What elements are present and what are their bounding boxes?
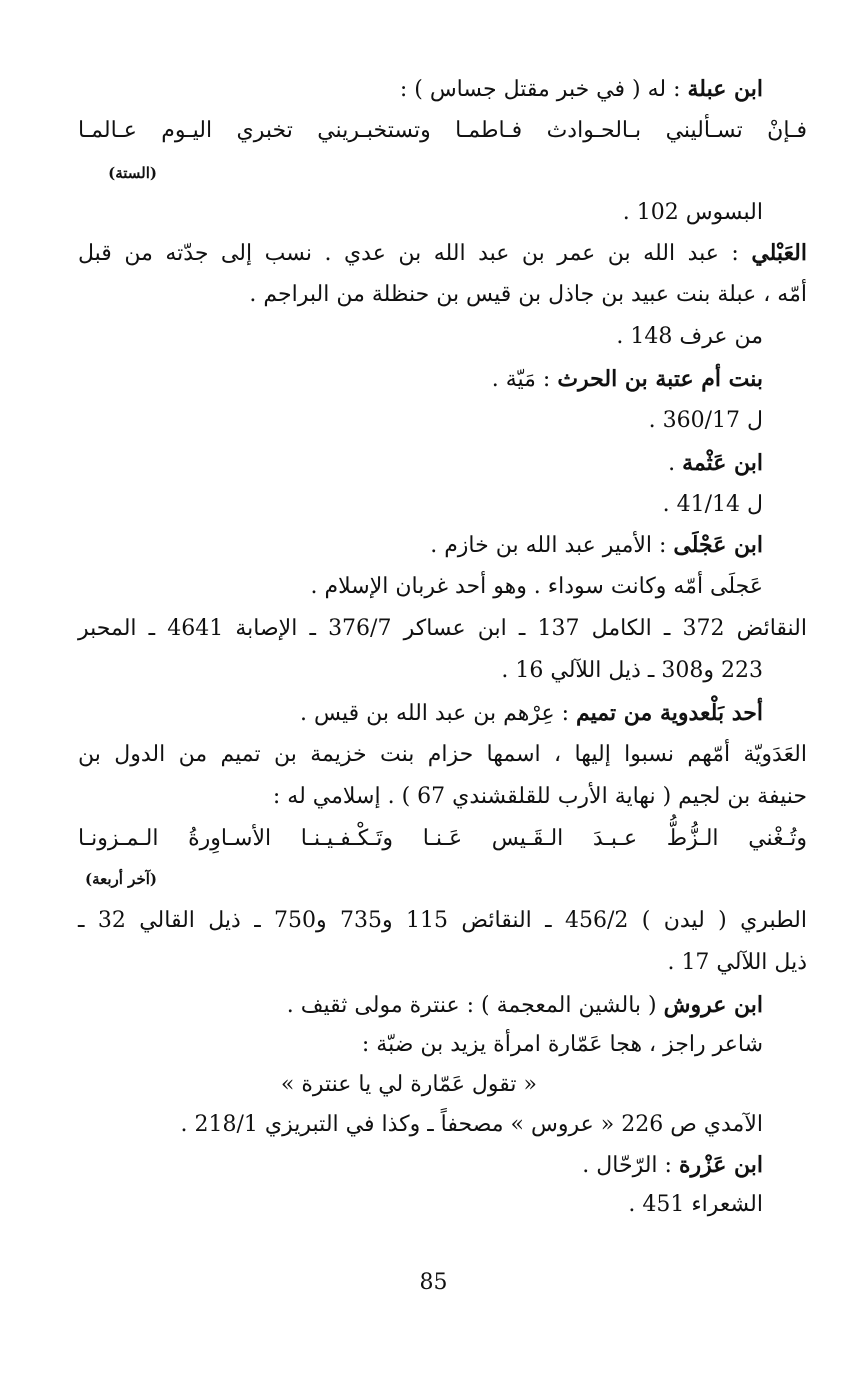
- entry-text: : عِرْهم بن عبد الله بن قيس .: [299, 701, 576, 726]
- source-reference: ل 360/17 .: [648, 408, 763, 433]
- entry-description-continuation: حنيفة بن لجيم ( نهاية الأرب للقلقشندي 67 ) . إسلامي له :: [272, 784, 807, 809]
- poem-verse: فـإنْ تسـأليني بـالحـوادث فـاطمـا وتستخبـريني تخبري اليـوم عـالمـا: [78, 118, 807, 143]
- entry-text: : له ( في خبر مقتل جساس ) :: [399, 77, 688, 102]
- entry-text: : الرّحّال .: [582, 1153, 679, 1178]
- poem-meter-label: (الستة): [108, 164, 157, 182]
- entry-description: شاعر راجز ، هجا عَمّارة امرأة يزيد بن ضبّة :: [361, 1032, 763, 1057]
- entry-head: ابن عَجْلَى: [673, 532, 763, 558]
- entry-balodawiyya: [300, 698, 763, 729]
- entry-head: ابن عَثْمة: [682, 450, 763, 476]
- source-reference: من عرف 148 .: [616, 324, 763, 349]
- entry-text: ( بالشين المعجمة ) : عنترة مولى ثقيف .: [286, 993, 664, 1018]
- source-reference-continuation: 223 و308 ـ ذيل اللآلي 16 .: [501, 658, 763, 683]
- entry-text: .: [668, 451, 683, 476]
- source-reference: البسوس 102 .: [622, 200, 763, 225]
- entry-text: : عبد الله بن عمر بن عبد الله بن عدي . نسب إلى جدّته من قبل: [78, 241, 752, 266]
- entry-bint-umm-utba: [492, 364, 763, 395]
- source-reference: النقائض 372 ـ الكامل 137 ـ ابن عساكر 376/7 ـ الإصابة 4641 ـ المحبر: [78, 616, 807, 641]
- entry-text: : الأمير عبد الله بن خازم .: [430, 533, 674, 558]
- entry-ibn-azra: [582, 1150, 763, 1181]
- entry-ibn-arush: [287, 990, 763, 1021]
- entry-al-abli: [78, 238, 807, 269]
- entry-head: العَبْلي: [751, 240, 807, 266]
- entry-ibn-abla: [400, 74, 763, 105]
- rajaz-verse: « تقول عَمّارة لي يا عنترة »: [280, 1072, 537, 1097]
- source-reference-continuation: ذيل اللآلي 17 .: [667, 950, 807, 975]
- entry-description: عَجلَى أمّه وكانت سوداء . وهو أحد غربان الإسلام .: [310, 574, 763, 599]
- source-reference: الآمدي ص 226 « عروس » مصحفاً ـ وكذا في التبريزي 218/1 .: [180, 1112, 763, 1137]
- source-reference: الشعراء 451 .: [628, 1192, 763, 1217]
- poem-meter-label: (آخر أربعة): [85, 870, 157, 888]
- page-number: 85: [419, 1270, 448, 1295]
- entry-ibn-athma: [668, 448, 763, 479]
- entry-head: أحد بَلْعدوية من تميم: [576, 700, 763, 726]
- entry-description: العَدَويّة أمّهم نسبوا إليها ، اسمها حزام بنت خزيمة بن تميم من الدول بن: [78, 742, 807, 767]
- entry-head: ابن عروش: [663, 992, 763, 1018]
- entry-head: ابن عبلة: [687, 76, 763, 102]
- source-reference: الطبري ( ليدن ) 456/2 ـ النقائض 115 و735 و750 ـ ذيل القالي 32 ـ: [78, 908, 807, 933]
- entry-head: بنت أم عتبة بن الحرث: [557, 366, 763, 392]
- entry-text-continuation: أمّه ، عبلة بنت عبيد بن جاذل بن قيس بن حنظلة من البراجم .: [249, 282, 807, 307]
- entry-ibn-ajla: [430, 530, 763, 561]
- entry-head: ابن عَزْرة: [678, 1152, 763, 1178]
- source-reference: ل 41/14 .: [662, 492, 763, 517]
- entry-text: : مَيّة .: [491, 367, 558, 392]
- poem-verse: وتُـغْني الـزُّطُّ عـبـدَ الـقَـيس عَـنـا وتَـكْـفـيـنـا الأسـاوِرةُ الـمـزونـا: [78, 826, 807, 851]
